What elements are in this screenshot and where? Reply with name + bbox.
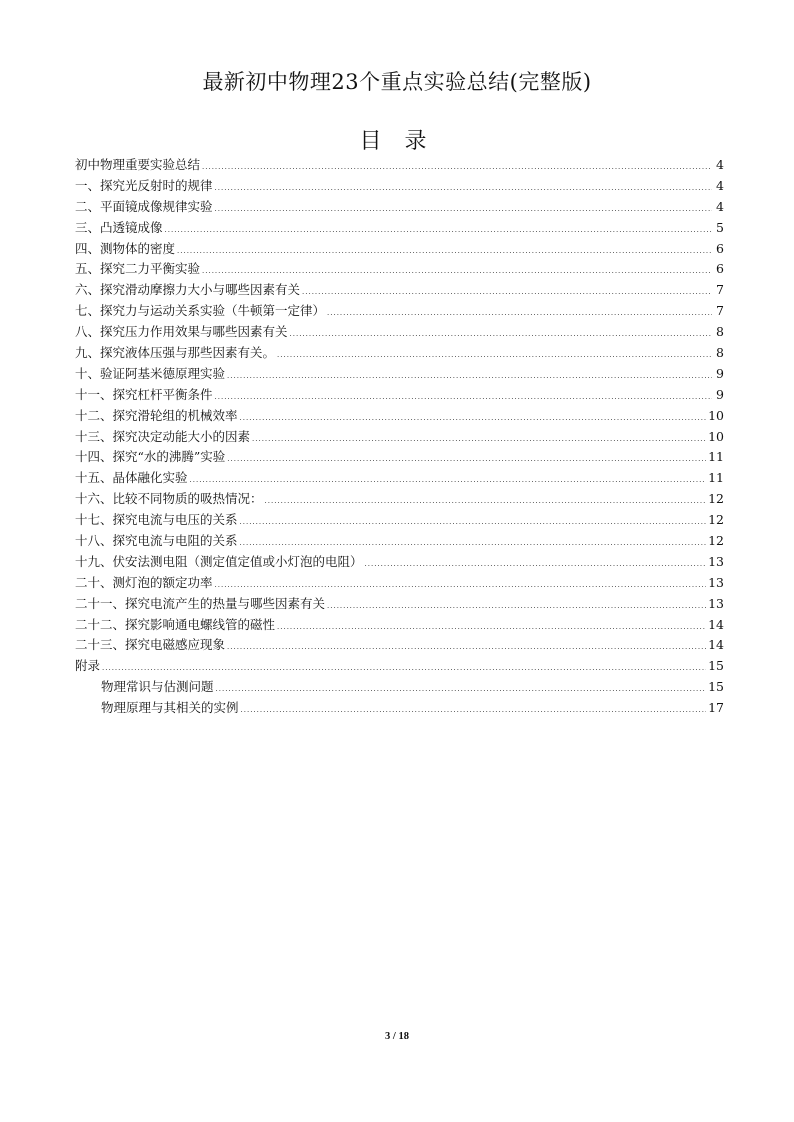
page-number-footer: 3 / 18 (385, 1031, 409, 1042)
table-of-contents (75, 155, 724, 719)
toc-entry[interactable] (75, 343, 724, 364)
toc-dot-leader (215, 575, 707, 596)
toc-entry-label: 七、探究力与运动关系实验（牛顿第一定律） (75, 303, 326, 319)
toc-entry-label: 物理常识与估测问题 (101, 679, 214, 695)
toc-entry-label: 物理原理与其相关的实例 (101, 700, 239, 716)
toc-dot-leader (290, 324, 712, 345)
toc-entry-label: 初中物理重要实验总结 (75, 157, 201, 172)
toc-entry-label: 附录 (75, 658, 101, 674)
toc-entry[interactable] (75, 635, 724, 656)
toc-entry-label: 三、凸透镜成像 (75, 219, 163, 235)
toc-entry[interactable] (75, 239, 724, 260)
toc-entry-label: 十五、晶体融化实验 (75, 470, 188, 486)
toc-dot-leader (265, 491, 707, 512)
toc-dot-leader (240, 408, 707, 429)
toc-entry-label: 九、探究液体压强与那些因素有关。 (75, 345, 276, 361)
toc-dot-leader (215, 178, 712, 199)
toc-entry-page-number: 12 (708, 533, 724, 549)
toc-entry[interactable] (75, 385, 724, 406)
toc-dot-leader (177, 241, 712, 262)
toc-entry[interactable] (75, 468, 724, 489)
toc-entry-page-number: 4 (716, 177, 724, 193)
toc-entry[interactable] (75, 155, 724, 176)
toc-entry[interactable] (75, 259, 724, 280)
toc-entry-label: 十一、探究杠杆平衡条件 (75, 386, 213, 402)
toc-entry-page-number: 13 (708, 574, 724, 590)
toc-entry[interactable] (75, 656, 724, 677)
toc-dot-leader (327, 303, 712, 324)
toc-dot-leader (227, 366, 712, 387)
toc-dot-leader (215, 387, 712, 408)
toc-entry-page-number: 10 (708, 428, 724, 444)
toc-entry[interactable] (75, 573, 724, 594)
toc-dot-leader (241, 700, 707, 721)
toc-entry[interactable] (75, 322, 724, 343)
toc-entry[interactable] (75, 197, 724, 218)
toc-entry-page-number: 7 (716, 282, 724, 298)
toc-entry-page-number: 12 (708, 491, 724, 507)
toc-entry-label: 二十二、探究影响通电螺线管的磁性 (75, 616, 276, 632)
toc-entry[interactable] (75, 406, 724, 427)
toc-dot-leader (240, 512, 707, 533)
toc-entry-label: 二十三、探究电磁感应现象 (75, 637, 226, 653)
toc-entry-page-number: 6 (716, 240, 724, 256)
toc-entry-page-number: 9 (716, 386, 724, 402)
toc-entry-label: 六、探究滑动摩擦力大小与哪些因素有关 (75, 282, 301, 298)
toc-entry[interactable] (75, 698, 724, 719)
toc-entry-label: 十八、探究电流与电阻的关系 (75, 533, 238, 549)
toc-entry-label: 二十、测灯泡的额定功率 (75, 574, 213, 590)
toc-entry-page-number: 10 (708, 407, 724, 423)
toc-entry-page-number: 13 (708, 595, 724, 611)
toc-dot-leader (202, 157, 712, 178)
toc-dot-leader (215, 199, 712, 220)
toc-entry-label: 四、测物体的密度 (75, 240, 176, 256)
toc-entry-page-number: 15 (708, 658, 724, 674)
toc-entry[interactable] (75, 510, 724, 531)
toc-entry-page-number: 13 (708, 553, 724, 569)
toc-dot-leader (190, 470, 707, 491)
toc-dot-leader (277, 345, 712, 366)
toc-entry-page-number: 8 (716, 345, 724, 361)
toc-entry-label: 十二、探究滑轮组的机械效率 (75, 407, 238, 423)
toc-entry[interactable] (75, 531, 724, 552)
toc-entry-page-number: 5 (716, 219, 724, 235)
toc-entry[interactable] (75, 615, 724, 636)
toc-dot-leader (302, 282, 712, 303)
toc-entry-page-number: 4 (716, 198, 724, 214)
toc-entry-label: 十三、探究决定动能大小的因素 (75, 428, 251, 444)
toc-entry[interactable] (75, 280, 724, 301)
toc-dot-leader (227, 449, 706, 470)
toc-entry[interactable] (75, 364, 724, 385)
toc-dot-leader (102, 658, 706, 679)
toc-entry-page-number: 17 (708, 700, 724, 716)
toc-entry-page-number: 11 (708, 449, 724, 465)
toc-entry[interactable] (75, 677, 724, 698)
toc-entry-page-number: 6 (716, 261, 724, 277)
toc-entry-page-number: 15 (708, 679, 724, 695)
toc-entry-label: 十四、探究“水的沸腾”实验 (75, 449, 226, 465)
toc-entry-label: 一、探究光反射时的规律 (75, 177, 213, 193)
toc-dot-leader (216, 679, 707, 700)
toc-dot-leader (165, 220, 712, 241)
toc-entry[interactable] (75, 218, 724, 239)
toc-entry[interactable] (75, 176, 724, 197)
toc-entry-page-number: 4 (716, 157, 724, 172)
toc-entry-label: 八、探究压力作用效果与哪些因素有关 (75, 324, 288, 340)
toc-entry[interactable] (75, 489, 724, 510)
toc-dot-leader (202, 261, 712, 282)
toc-entry[interactable] (75, 447, 724, 468)
toc-dot-leader (240, 533, 707, 554)
toc-heading: 目 录 (359, 129, 435, 154)
toc-dot-leader (252, 429, 706, 450)
toc-entry-page-number: 11 (708, 470, 724, 486)
document-title: 最新初中物理23个重点实验总结(完整版) (202, 70, 592, 94)
toc-entry-page-number: 7 (716, 303, 724, 319)
toc-entry[interactable] (75, 594, 724, 615)
toc-entry-label: 五、探究二力平衡实验 (75, 261, 201, 277)
toc-entry-label: 十七、探究电流与电压的关系 (75, 512, 238, 528)
toc-dot-leader (327, 596, 706, 617)
toc-entry-label: 二十一、探究电流产生的热量与哪些因素有关 (75, 595, 326, 611)
toc-entry[interactable] (75, 552, 724, 573)
toc-entry-page-number: 8 (716, 324, 724, 340)
toc-entry[interactable] (75, 427, 724, 448)
toc-entry-label: 十、验证阿基米德原理实验 (75, 365, 226, 381)
toc-entry-label: 二、平面镜成像规律实验 (75, 198, 213, 214)
toc-entry-page-number: 14 (708, 637, 724, 653)
toc-entry-label: 十九、伏安法测电阻（测定值定值或小灯泡的电阻） (75, 553, 363, 569)
toc-dot-leader (365, 554, 707, 575)
toc-dot-leader (227, 637, 706, 658)
toc-entry-label: 十六、比较不同物质的吸热情况： (75, 491, 263, 507)
toc-entry-page-number: 14 (708, 616, 724, 632)
toc-entry-page-number: 12 (708, 512, 724, 528)
toc-dot-leader (277, 617, 706, 638)
toc-entry-page-number: 9 (716, 365, 724, 381)
toc-entry[interactable] (75, 301, 724, 322)
